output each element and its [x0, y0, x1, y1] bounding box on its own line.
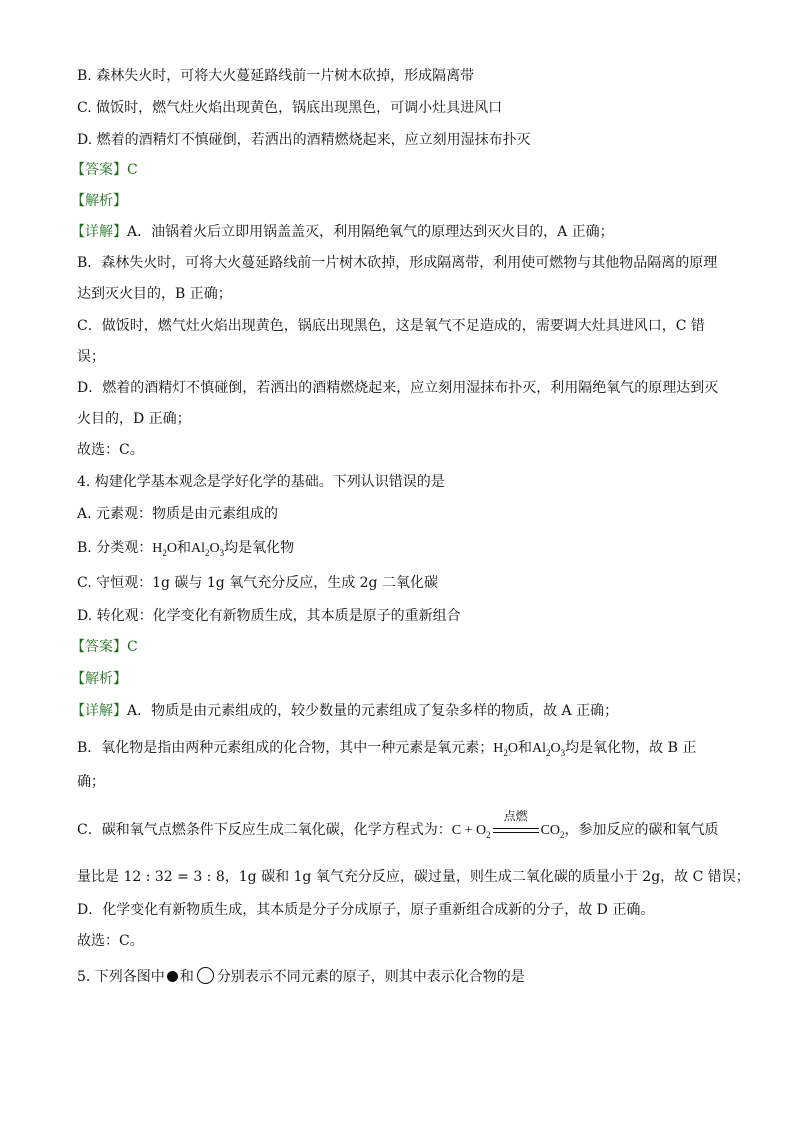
q3-choose: 故选：C。	[77, 442, 144, 458]
q4-option-b-and: 和	[176, 540, 191, 556]
q4-option-b-post: 均是氧化物	[224, 540, 295, 556]
q4-detail-b-and: 和	[518, 740, 533, 756]
q4-option-b-pre: B. 分类观：	[77, 540, 153, 556]
formula-h2o-2: $H_2O$	[493, 741, 519, 758]
q4-detail-b-pre: B．氧化物是指由两种元素组成的化合物，其中一种元素是氧元素；	[77, 740, 494, 756]
formula-h2o: $H_2O$	[152, 541, 177, 558]
q4-answer: 【答案】C	[71, 639, 138, 655]
q4-detail-d: D．化学变化有新物质生成，其本质是分子分成原子，原子重新组合成新的分子，故 D 正确。	[77, 902, 655, 918]
q4-detail-tag: 【详解】	[71, 703, 127, 719]
reaction-condition: 点燃	[503, 809, 528, 823]
q3-answer: 【答案】C	[71, 162, 138, 178]
q4-detail-c-line1	[77, 809, 719, 841]
q3-option-c: C. 做饭时，燃气灶火焰出现黄色，锅底出现黑色，可调小灶具进风口	[77, 100, 503, 116]
q3-detail-d-line2: 火目的，D 正确；	[77, 411, 191, 427]
q4-detail-c-pre: C．碳和氧气点燃条件下反应生成二氧化碳，化学方程式为：	[77, 822, 452, 838]
q5-stem-post: 分别表示不同元素的原子，则其中表示化合物的是	[216, 969, 525, 985]
q4-option-b	[77, 538, 294, 559]
q4-detail-a-text: A．物质是由元素组成的，较少数量的元素组成了复杂多样的物质，故 A 正确；	[127, 703, 619, 719]
q3-option-b: B. 森林失火时，可将大火蔓延路线前一片树木砍掉，形成隔离带	[77, 68, 475, 84]
q3-detail-b-line2: 达到灭火目的，B 正确；	[77, 286, 232, 302]
q4-detail-b-post: 均是氧化物，故 B 正	[565, 740, 697, 756]
q3-analysis-label: 【解析】	[71, 193, 127, 209]
hollow-atom-icon	[197, 967, 214, 984]
q4-detail-b-line1	[77, 738, 696, 759]
q3-detail-d-line1: D．燃着的酒精灯不慎碰倒，若洒出的酒精燃烧起来，应立刻用湿抹布扑灭，利用隔绝氧气的原理达到灭	[77, 380, 719, 396]
q3-detail-a-text: A．油锅着火后立即用锅盖盖灭，利用隔绝氧气的原理达到灭火目的，A 正确；	[127, 224, 614, 240]
q5-stem-pre: 5. 下列各图中	[77, 969, 165, 985]
q3-detail-tag: 【详解】	[71, 224, 127, 240]
q4-option-c: C. 守恒观：1g 碳与 1g 氧气充分反应，生成 2g 二氧化碳	[77, 575, 438, 591]
q4-detail-c-line2: 量比是 12 : 32 = 3 : 8，1g 碳和 1g 氧气充分反应，碳过量，则生成二氧化碳的质量小于 2g，故 C 错误；	[77, 869, 750, 885]
q3-detail-b-line1: B．森林失火时，可将大火蔓延路线前一片树木砍掉，形成隔离带，利用使可燃物与其他物品隔离的原理	[77, 255, 718, 271]
filled-atom-icon	[167, 971, 178, 982]
formula-al2o3-2: $Al_2O_3$	[532, 741, 566, 758]
q4-detail-c-post: ，参加反应的碳和氧气质	[564, 822, 719, 838]
chemical-equation: $C + O_2$ 点燃 $CO_2$	[452, 821, 565, 841]
q5-stem	[77, 967, 525, 987]
q4-analysis-label: 【解析】	[71, 671, 127, 687]
q3-detail-c-line1: C．做饭时，燃气灶火焰出现黄色，锅底出现黑色，这是氧气不足造成的，需要调大灶具进风口，C 错	[77, 318, 705, 334]
q4-option-d: D. 转化观：化学变化有新物质生成，其本质是原子的重新组合	[77, 608, 461, 624]
q3-option-d: D. 燃着的酒精灯不慎碰倒，若洒出的酒精燃烧起来，应立刻用湿抹布扑灭	[77, 132, 531, 148]
q4-detail-b-line2: 确；	[77, 774, 105, 790]
q4-detail-a	[71, 701, 618, 721]
equation-double-line	[493, 828, 539, 833]
q4-stem: 4. 构建化学基本观念是学好化学的基础。下列认识错误的是	[77, 474, 445, 490]
q4-choose: 故选：C。	[77, 933, 144, 949]
formula-al2o3: $Al_2O_3$	[190, 541, 225, 558]
q3-detail-a	[71, 222, 614, 242]
q3-detail-c-line2: 误；	[77, 349, 105, 365]
q4-option-a: A. 元素观：物质是由元素组成的	[77, 506, 279, 522]
q5-stem-and: 和	[179, 969, 194, 985]
